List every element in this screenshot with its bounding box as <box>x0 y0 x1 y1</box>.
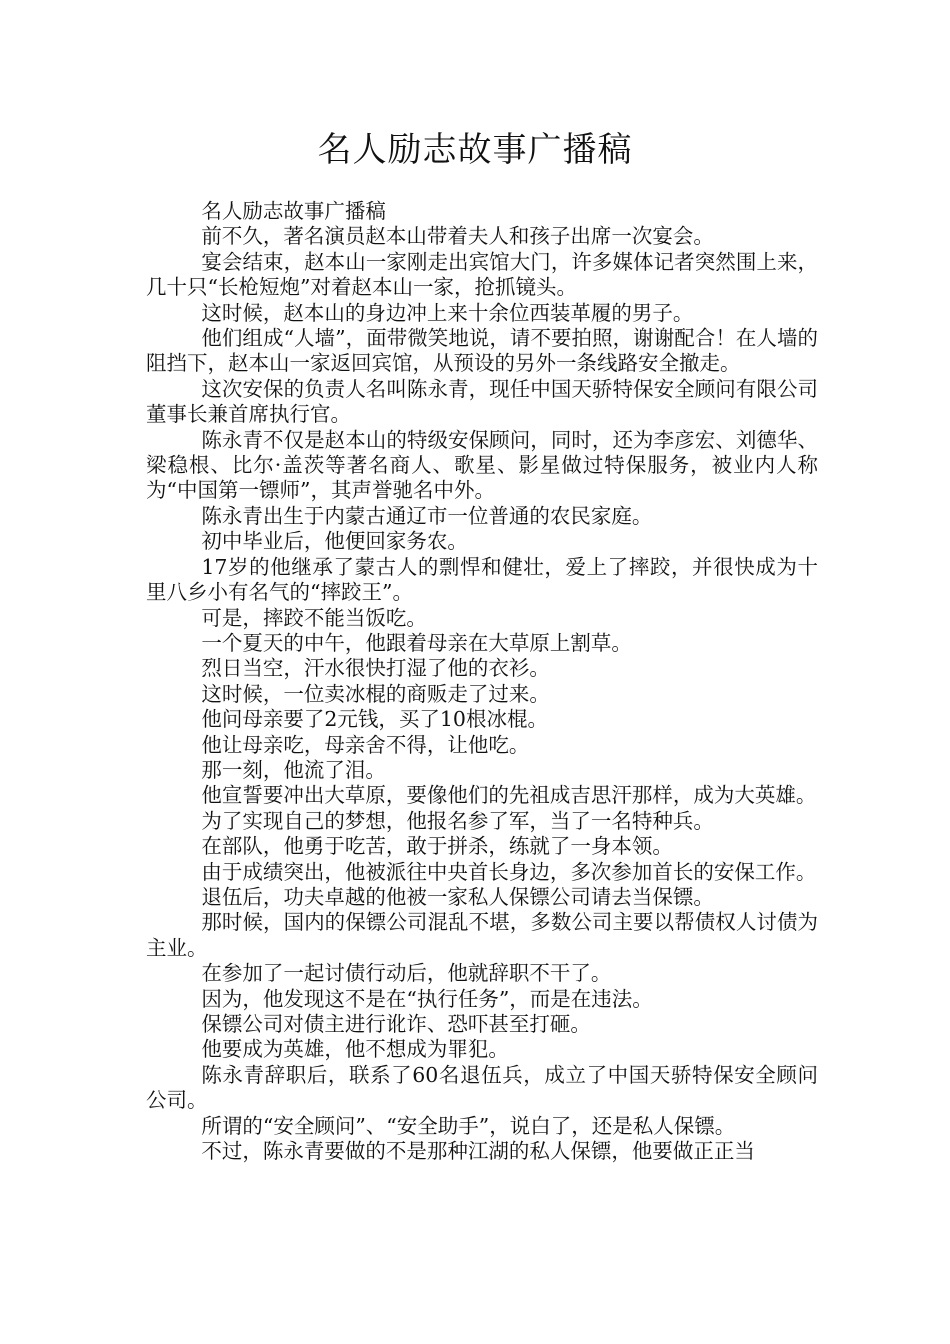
paragraph: 退伍后，功夫卓越的他被一家私人保镖公司请去当保镖。 <box>201 884 714 909</box>
paragraph: 这时候，一位卖冰棍的商贩走了过来。 <box>201 681 550 706</box>
paragraph: 烈日当空，汗水很快打湿了他的衣衫。 <box>201 656 550 681</box>
paragraph: 所谓的“安全顾问”、“安全助手”，说白了，还是私人保镖。 <box>201 1113 736 1138</box>
paragraph: 由于成绩突出，他被派往中央首长身边，多次参加首长的安保工作。 <box>201 859 817 884</box>
paragraph: 因为，他发现这不是在“执行任务”，而是在违法。 <box>201 986 653 1011</box>
paragraph: 为了实现自己的梦想，他报名参了军，当了一名特种兵。 <box>201 808 714 833</box>
paragraph: 陈永青不仅是赵本山的特级安保顾问，同时，还为李彦宏、刘德华、梁稳根、比尔·盖茨等著名商人、歌星、影星做过特保服务，被业内人称为“中国第一镖师”，其声誉驰名中外。 <box>146 427 818 503</box>
paragraph: 那一刻，他流了泪。 <box>201 757 386 782</box>
document-body <box>146 199 818 1164</box>
paragraph: 他问母亲要了2元钱，买了10根冰棍。 <box>201 707 548 732</box>
paragraph: 那时候，国内的保镖公司混乱不堪，多数公司主要以帮债权人讨债为主业。 <box>146 910 818 960</box>
paragraph: 前不久，著名演员赵本山带着夫人和孩子出席一次宴会。 <box>201 224 714 249</box>
paragraph: 不过，陈永青要做的不是那种江湖的私人保镖，他要做正正当 <box>201 1139 755 1164</box>
paragraph: 这时候，赵本山的身边冲上来十余位西装革履的男子。 <box>201 300 694 325</box>
paragraph: 陈永青辞职后，联系了60名退伍兵，成立了中国天骄特保安全顾问公司。 <box>146 1062 818 1113</box>
paragraph: 在部队，他勇于吃苦，敢于拼杀，练就了一身本领。 <box>201 834 673 859</box>
paragraph: 名人励志故事广播稿 <box>201 199 386 223</box>
paragraph: 宴会结束，赵本山一家刚走出宾馆大门，许多媒体记者突然围上来，几十只“长枪短炮”对着赵本山一家，抢抓镜头。 <box>146 249 818 300</box>
paragraph: 他们组成“人墙”，面带微笑地说，请不要拍照，谢谢配合！在人墙的阻挡下，赵本山一家返回宾馆，从预设的另外一条线路安全撤走。 <box>146 326 818 376</box>
paragraph: 一个夏天的中午，他跟着母亲在大草原上割草。 <box>201 630 632 655</box>
paragraph: 陈永青出生于内蒙古通辽市一位普通的农民家庭。 <box>201 503 653 528</box>
paragraph: 在参加了一起讨债行动后，他就辞职不干了。 <box>201 961 612 986</box>
paragraph: 保镖公司对债主进行讹诈、恐吓甚至打砸。 <box>201 1012 591 1036</box>
paragraph: 他要成为英雄，他不想成为罪犯。 <box>201 1037 509 1062</box>
paragraph: 这次安保的负责人名叫陈永青，现任中国天骄特保安全顾问有限公司董事长兼首席执行官。 <box>146 376 818 427</box>
paragraph: 初中毕业后，他便回家务农。 <box>201 529 468 554</box>
document-title: 名人励志故事广播稿 <box>317 130 633 170</box>
paragraph: 他让母亲吃，母亲舍不得，让他吃。 <box>201 732 530 757</box>
paragraph: 他宣誓要冲出大草原，要像他们的先祖成吉思汗那样，成为大英雄。 <box>201 783 817 808</box>
paragraph: 可是，摔跤不能当饭吃。 <box>201 605 427 630</box>
paragraph: 17岁的他继承了蒙古人的剽悍和健壮，爱上了摔跤，并很快成为十里八乡小有名气的“摔跤王”。 <box>146 554 818 605</box>
